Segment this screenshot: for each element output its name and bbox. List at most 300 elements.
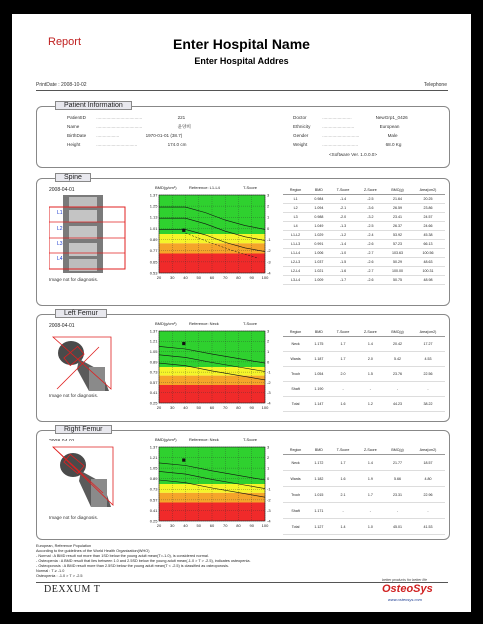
hospital-name: Enter Hospital Name [173, 36, 310, 52]
table-cell: 1.4 [357, 455, 384, 471]
table-header-cell: BMD [308, 445, 329, 455]
y-tick-label: 1.37 [149, 328, 158, 334]
table-cell: L1-L3 [283, 240, 308, 249]
y-tick-label: 0.89 [149, 236, 158, 242]
table-cell: Wards [283, 471, 308, 487]
vertebra-label-l4: L4 [57, 256, 63, 262]
tscore-tick-label: 1 [267, 465, 270, 471]
table-header-cell: Area(cm2) [411, 185, 445, 195]
table-header-cell: Z-Score [357, 185, 384, 195]
table-cell: 23.86 [411, 204, 445, 213]
left-femur-date: 2008-04-01 [49, 323, 75, 329]
print-date: PrintDate : 2008-10-02 [36, 82, 87, 88]
footnote-line: - Normal : A BMD result not more than 1SD below the young adult mean(T=-1.0), is considered normal. [36, 554, 209, 558]
table-cell: - [411, 382, 445, 397]
table-cell: 0.984 [308, 195, 329, 204]
patient-point [182, 342, 185, 345]
table-cell: 1.7 [329, 455, 356, 471]
x-tick-label: 20 [156, 523, 162, 528]
ethnicity-value: European [379, 124, 400, 129]
footnote-line: - Osteopenia : A BMD result that lies between 1.0 and 2.5SD below the young adult mean(-1.0 > T > -2.5), indicates osteopenia. [36, 559, 251, 563]
table-cell: 38.22 [411, 397, 445, 412]
table-header-cell: T-Score [329, 327, 356, 337]
table-cell: - [357, 503, 384, 519]
table-cell: 24.66 [411, 222, 445, 231]
table-cell: Neck [283, 455, 308, 471]
table-cell: 5.66 [384, 471, 411, 487]
table-cell: 100.31 [411, 267, 445, 276]
table-row [283, 519, 445, 535]
table-cell: L1-L4 [283, 249, 308, 258]
table-header-cell: Z-Score [357, 445, 384, 455]
table-cell: -1.4 [329, 195, 356, 204]
left-femur-bmd-chart [145, 327, 279, 415]
table-header-cell: BMD [308, 185, 329, 195]
table-cell: 1.187 [308, 352, 329, 367]
footnote-line: European, Reference Population [36, 544, 92, 548]
left-femur-panel [36, 310, 450, 422]
table-row [283, 276, 445, 285]
height-label: Height [67, 142, 81, 147]
name-value: 윤양희 [177, 124, 191, 129]
x-tick-label: 30 [170, 405, 175, 410]
footnote-line: According to the guidelines of the World Health Organization(WHO) [36, 549, 150, 553]
table-cell: -1.0 [329, 249, 356, 258]
table-cell: 1.127 [308, 519, 329, 535]
table-cell: 21.64 [384, 195, 411, 204]
table-cell: 1.9 [357, 471, 384, 487]
table-cell: 1.015 [308, 487, 329, 503]
table-cell: Total [283, 519, 308, 535]
y-tick-label: 0.89 [149, 359, 158, 365]
tscore-tick-label: -1 [267, 369, 271, 375]
footnote-line: Normal : T ≥ -1.0 [36, 569, 65, 573]
y-tick-label: 1.05 [149, 348, 158, 354]
x-tick-label: 30 [170, 275, 175, 280]
table-row [283, 367, 445, 382]
table-cell: -1.6 [329, 267, 356, 276]
birthdate-label: BirthDate [67, 133, 87, 138]
x-tick-label: 50 [196, 523, 201, 528]
gender-row: Gender ............................. Male [293, 133, 398, 138]
table-cell: Wards [283, 352, 308, 367]
y-tick-label: 0.65 [149, 259, 158, 265]
right-femur-title: Right Femur [55, 425, 112, 434]
table-row [283, 249, 445, 258]
table-cell: 18.57 [411, 455, 445, 471]
right-femur-chart-tscore-label: T-Score [243, 437, 258, 442]
table-cell: 1.6 [329, 471, 356, 487]
x-tick-label: 50 [196, 405, 201, 410]
table-header-cell: T-Score [329, 185, 356, 195]
patient-info-panel [36, 102, 450, 168]
table-header-cell: Z-Score [357, 327, 384, 337]
table-cell: -2.1 [329, 204, 356, 213]
chart-zone [159, 195, 265, 234]
left-femur-chart-ylabel: BMD(g/cm²) [155, 321, 177, 326]
table-cell: L2-L3 [283, 258, 308, 267]
table-cell: 2.0 [357, 352, 384, 367]
table-cell: Troch [283, 487, 308, 503]
patient-id-label: PatientID [67, 115, 86, 120]
table-cell: - [384, 382, 411, 397]
table-header-cell: BMC(g) [384, 327, 411, 337]
table-row [283, 231, 445, 240]
table-cell: -2.4 [357, 231, 384, 240]
spine-panel [36, 174, 450, 306]
table-cell: -3.6 [357, 204, 384, 213]
patient-id-row: PatientID .................................... 221 [67, 115, 186, 120]
table-cell: 23.31 [384, 487, 411, 503]
y-tick-label: 0.41 [149, 390, 158, 396]
tscore-tick-label: 3 [267, 444, 270, 450]
table-row [283, 382, 445, 397]
table-row [283, 337, 445, 352]
x-tick-label: 20 [156, 275, 162, 280]
table-cell: 66.13 [411, 240, 445, 249]
x-tick-label: 40 [183, 275, 188, 280]
tscore-tick-label: -4 [267, 400, 271, 406]
table-cell: 20.42 [384, 337, 411, 352]
right-femur-diagnosis-note: Image not for diagnosis. [49, 515, 99, 520]
table-cell: -1.3 [329, 222, 356, 231]
table-cell: L4 [283, 222, 308, 231]
table-cell: 1.190 [308, 382, 329, 397]
x-tick-label: 90 [249, 523, 254, 528]
table-cell: -2.7 [357, 267, 384, 276]
tscore-tick-label: 0 [267, 476, 270, 482]
height-row: Height ................................ 174.0 cm [67, 142, 187, 147]
software-version: <Software Ver. 1.0.0.0> [329, 152, 378, 157]
tscore-tick-label: -2 [267, 248, 271, 254]
table-cell: 4.80 [411, 471, 445, 487]
weight-label: Weight [293, 142, 308, 147]
right-femur-panel [36, 426, 450, 540]
table-cell: -2.6 [357, 240, 384, 249]
table-cell: 1.049 [308, 222, 329, 231]
x-tick-label: 50 [196, 275, 201, 280]
table-cell: 1.009 [308, 276, 329, 285]
table-row [283, 258, 445, 267]
table-cell: 41.53 [411, 519, 445, 535]
tscore-tick-label: 2 [267, 338, 270, 344]
table-cell: 1.172 [308, 455, 329, 471]
x-tick-label: 100 [261, 275, 269, 280]
birthdate-value: 1970-01-01 (38.7) [145, 133, 183, 138]
table-cell: -2.5 [357, 195, 384, 204]
x-tick-label: 100 [261, 405, 269, 410]
table-cell: 1.5 [357, 367, 384, 382]
table-cell: 26.59 [384, 204, 411, 213]
table-cell: Neck [283, 337, 308, 352]
table-cell: 1.094 [308, 204, 329, 213]
table-cell: 1.029 [308, 231, 329, 240]
weight-row: Weight ............................ 68.0 Kg [293, 142, 402, 147]
table-cell: 2.1 [329, 487, 356, 503]
table-cell: 21.77 [384, 455, 411, 471]
y-tick-label: 1.25 [149, 203, 158, 209]
table-cell: -3.2 [357, 213, 384, 222]
table-cell: 0.988 [308, 213, 329, 222]
table-header-cell: Area(cm2) [411, 445, 445, 455]
table-cell: Total [283, 397, 308, 412]
patient-id-value: 221 [177, 115, 186, 120]
y-tick-label: 1.21 [149, 338, 158, 344]
x-tick-label: 100 [261, 523, 269, 528]
x-tick-label: 30 [170, 523, 175, 528]
table-cell: 20.25 [411, 195, 445, 204]
table-cell: 1.2 [357, 397, 384, 412]
logo-tagline: better products for better life [382, 578, 427, 582]
table-cell: 24.57 [411, 213, 445, 222]
table-cell: 100.56 [411, 249, 445, 258]
table-cell: 103.63 [384, 249, 411, 258]
tscore-tick-label: 1 [267, 214, 270, 220]
x-tick-label: 80 [236, 275, 241, 280]
ethnicity-row: Ethnicity ......................... European [293, 124, 400, 129]
table-cell: 1.7 [357, 487, 384, 503]
table-cell: 1.171 [308, 503, 329, 519]
table-cell: - [357, 382, 384, 397]
vertebra-label-l1: L1 [57, 210, 63, 216]
table-cell: 4.53 [411, 352, 445, 367]
ethnicity-label: Ethnicity [293, 124, 311, 129]
tscore-tick-label: 1 [267, 348, 270, 354]
header-divider [36, 90, 448, 91]
table-header-cell: Region [283, 327, 308, 337]
table-row [283, 471, 445, 487]
table-cell: 1.7 [329, 337, 356, 352]
table-row [283, 204, 445, 213]
spine-date: 2008-04-01 [49, 187, 75, 193]
tscore-tick-label: -3 [267, 259, 271, 265]
table-cell: 50.75 [384, 276, 411, 285]
tscore-tick-label: 3 [267, 192, 270, 198]
table-cell: 1.7 [329, 352, 356, 367]
table-cell: 1.021 [308, 267, 329, 276]
x-tick-label: 70 [223, 523, 228, 528]
table-row [283, 487, 445, 503]
spine-chart-tscore-label: T-Score [243, 185, 258, 190]
table-cell: 1.147 [308, 397, 329, 412]
table-cell: 1.006 [308, 249, 329, 258]
table-header-cell: BMC(g) [384, 185, 411, 195]
height-value: 174.0 cm [167, 142, 187, 147]
table-header-cell: T-Score [329, 445, 356, 455]
table-header-cell: Area(cm2) [411, 327, 445, 337]
table-cell: 26.37 [384, 222, 411, 231]
table-cell: 0.991 [308, 240, 329, 249]
x-tick-label: 80 [236, 405, 241, 410]
x-tick-label: 40 [183, 405, 188, 410]
table-header-cell: Region [283, 185, 308, 195]
report-page [12, 14, 471, 612]
left-femur-title: Left Femur [55, 309, 107, 318]
table-cell: L1 [283, 195, 308, 204]
table-cell: -2.6 [357, 258, 384, 267]
y-tick-label: 1.37 [149, 192, 158, 198]
y-tick-label: 1.13 [149, 214, 158, 220]
left-femur-chart-reference: Reference: Neck [189, 321, 219, 326]
table-cell: L2 [283, 204, 308, 213]
tscore-tick-label: 2 [267, 454, 270, 460]
table-cell: 45.38 [411, 231, 445, 240]
table-cell: 23.41 [384, 213, 411, 222]
table-row [283, 503, 445, 519]
birthdate-row: BirthDate .................. 1970-01-01 (38.7) [67, 133, 183, 138]
table-cell: 48.98 [411, 276, 445, 285]
x-tick-label: 80 [236, 523, 241, 528]
vertebra-label-l3: L3 [57, 241, 63, 247]
name-label: Name [67, 124, 80, 129]
table-row [283, 222, 445, 231]
y-tick-label: 0.57 [149, 379, 158, 385]
right-femur-image [49, 441, 127, 507]
spine-chart-ylabel: BMD(g/cm²) [155, 185, 177, 190]
table-cell: 23.76 [384, 367, 411, 382]
table-cell: 1.054 [308, 367, 329, 382]
doctor-label: Doctor [293, 115, 307, 120]
table-cell: 1.175 [308, 337, 329, 352]
tscore-tick-label: 0 [267, 225, 270, 231]
footnotes [36, 544, 456, 579]
table-cell: 50.29 [384, 258, 411, 267]
vertebra-label-l2: L2 [57, 226, 63, 232]
table-cell: -2.6 [357, 276, 384, 285]
y-tick-label: 0.25 [149, 518, 158, 524]
patient-info-title: Patient Information [55, 101, 132, 110]
spine-diagnosis-note: Image not for diagnosis. [49, 277, 99, 282]
hospital-address: Enter Hospital Addres [194, 56, 289, 66]
table-row [283, 240, 445, 249]
left-femur-image [49, 331, 127, 391]
tscore-tick-label: 0 [267, 359, 270, 365]
table-row [283, 397, 445, 412]
doctor-value: NewGrp1_0426 [375, 115, 408, 120]
table-cell: - [384, 503, 411, 519]
table-cell: -2.7 [357, 249, 384, 258]
footnote-line: - Osteoporosis : A BMD result more than 2.5SD below the young adult mean(T < -2.5) is classified as osteoporosis. [36, 564, 229, 568]
x-tick-label: 90 [249, 275, 254, 280]
x-tick-label: 70 [223, 275, 228, 280]
tscore-tick-label: -3 [267, 507, 271, 513]
y-tick-label: 1.01 [149, 225, 158, 231]
tscore-tick-label: -4 [267, 518, 271, 524]
table-cell: 1.4 [357, 337, 384, 352]
table-cell: Shaft [283, 382, 308, 397]
x-tick-label: 70 [223, 405, 228, 410]
tscore-tick-label: -2 [267, 379, 271, 385]
name-row: Name .................................... 윤양희 [67, 124, 191, 129]
table-cell: Shaft [283, 503, 308, 519]
y-tick-label: 0.53 [149, 270, 158, 276]
table-cell: 53.92 [384, 231, 411, 240]
tscore-tick-label: -3 [267, 390, 271, 396]
table-cell: 22.96 [411, 487, 445, 503]
table-cell: 1.0 [357, 519, 384, 535]
table-cell: -1.5 [329, 258, 356, 267]
table-cell: 2.0 [329, 367, 356, 382]
table-header-cell: BMC(g) [384, 445, 411, 455]
y-tick-label: 0.73 [149, 369, 158, 375]
table-cell: 22.56 [411, 367, 445, 382]
table-row [283, 455, 445, 471]
right-femur-bmd-chart [145, 443, 279, 533]
patient-point [182, 458, 185, 461]
y-tick-label: 1.05 [149, 465, 158, 471]
table-header-cell: Region [283, 445, 308, 455]
y-tick-label: 0.25 [149, 400, 158, 406]
y-tick-label: 1.37 [149, 444, 158, 450]
tscore-tick-label: -2 [267, 497, 271, 503]
table-cell: 48.63 [411, 258, 445, 267]
table-cell: -2.5 [357, 222, 384, 231]
x-tick-label: 60 [209, 275, 215, 280]
x-tick-label: 60 [209, 523, 215, 528]
table-cell: -2.0 [329, 213, 356, 222]
right-femur-results-table [283, 445, 445, 535]
table-row [283, 352, 445, 367]
table-cell: 1.037 [308, 258, 329, 267]
tscore-tick-label: -4 [267, 270, 271, 276]
table-row [283, 195, 445, 204]
report-label: Report [48, 36, 82, 48]
spine-chart-reference: Reference: L1-L4 [189, 185, 220, 190]
weight-value: 68.0 Kg [385, 142, 402, 147]
table-cell: -1.2 [329, 231, 356, 240]
osteosys-logo: OsteoSys [382, 583, 433, 595]
y-tick-label: 0.57 [149, 497, 158, 503]
y-tick-label: 1.21 [149, 454, 158, 460]
x-tick-label: 40 [183, 523, 188, 528]
table-cell: -1.4 [329, 240, 356, 249]
table-cell: 1.182 [308, 471, 329, 487]
tscore-tick-label: 2 [267, 203, 270, 209]
logo-url: www.osteosys.com [388, 597, 423, 602]
spine-title: Spine [55, 173, 91, 182]
y-tick-label: 0.41 [149, 507, 158, 513]
footnote-line: Osteopenia : -1.0 > T > -2.5 [36, 574, 83, 578]
spine-bmd-chart [145, 191, 279, 285]
left-femur-chart-tscore-label: T-Score [243, 321, 258, 326]
tscore-tick-label: -1 [267, 236, 271, 242]
table-cell: - [329, 503, 356, 519]
table-cell: -1.7 [329, 276, 356, 285]
table-cell: 17.27 [411, 337, 445, 352]
table-row [283, 267, 445, 276]
table-cell: - [329, 382, 356, 397]
table-cell: L3-L4 [283, 276, 308, 285]
y-tick-label: 0.89 [149, 476, 158, 482]
table-cell: 5.42 [384, 352, 411, 367]
right-femur-chart-ylabel: BMD(g/cm²) [155, 437, 177, 442]
x-tick-label: 90 [249, 405, 254, 410]
y-tick-label: 0.73 [149, 486, 158, 492]
gender-label: Gender [293, 133, 309, 138]
doctor-row: Doctor ....................... NewGrp1_0426 [293, 115, 408, 120]
table-cell: Troch [283, 367, 308, 382]
table-cell: 44.23 [384, 397, 411, 412]
table-cell: 1.6 [329, 397, 356, 412]
left-femur-results-table [283, 327, 445, 412]
x-tick-label: 60 [209, 405, 215, 410]
dexxum-logo: DEXXUM T [44, 584, 101, 595]
table-header-cell: BMD [308, 327, 329, 337]
table-cell: L3 [283, 213, 308, 222]
table-cell: L2-L4 [283, 267, 308, 276]
telephone: Telephone [423, 82, 447, 88]
table-cell: L1-L2 [283, 231, 308, 240]
